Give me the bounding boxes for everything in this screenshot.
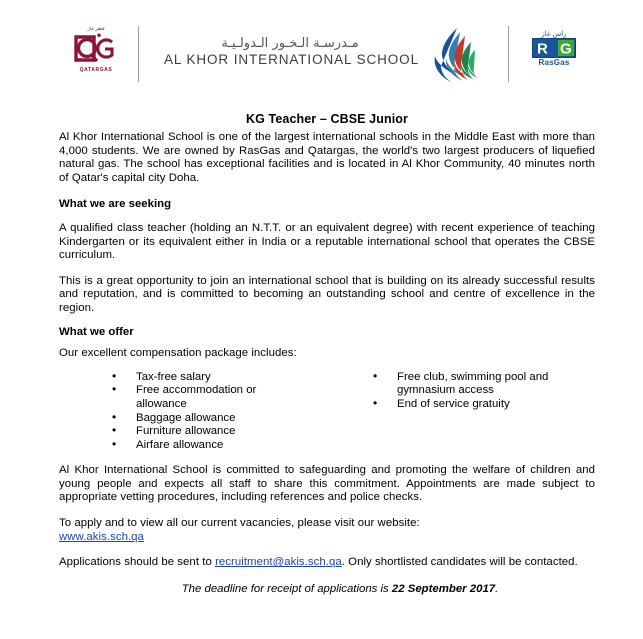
opportunity-paragraph: This is a great opportunity to join an international school that is building on its already successful results and reputation, and is committed to becoming an outstanding school and centre of excellence in the region. — [59, 274, 595, 314]
akis-arabic-name: مـدرسـة الـخـور الـدولـيـة — [221, 36, 359, 51]
applications-paragraph — [59, 556, 595, 570]
header-divider-2 — [508, 26, 509, 82]
benefit-label-line2: allowance — [136, 397, 187, 410]
website-link[interactable]: www.akis.sch.qa — [59, 530, 144, 543]
benefits-list-right — [359, 371, 595, 412]
list-item — [112, 412, 331, 426]
deadline-prefix: The deadline for receipt of applications is — [181, 582, 392, 595]
apply-text: To apply and to view all our current vacancies, please visit our website: — [59, 517, 420, 530]
benefit-label: Tax-free salary — [136, 370, 211, 383]
document-header — [0, 0, 643, 100]
page-title: KG Teacher – CBSE Junior — [246, 112, 408, 126]
email-link[interactable]: recruitment@akis.sch.qa — [215, 556, 342, 569]
word: and — [529, 370, 549, 383]
header-divider-1 — [138, 26, 139, 82]
list-item — [373, 398, 595, 412]
word: Free — [136, 384, 160, 397]
word: accommodation — [162, 384, 244, 397]
intro-paragraph: Al Khor International School is one of the largest international schools in the Middle East with more than 4,000 students. We are owned by RasGas and Qatargas, the world's two largest producers of liquefied natural gas. The school has exceptional facilities and is located in Al Khor Community, 40 minutes north of Qatar's capital city Doha. — [59, 131, 595, 184]
benefit-label: End of service gratuity — [397, 397, 510, 410]
qatargas-monogram-icon — [72, 32, 120, 66]
applications-prefix: Applications should be sent to — [59, 556, 216, 569]
word: or — [246, 384, 257, 397]
benefit-label: Furniture allowance — [136, 425, 236, 438]
qatargas-logo — [68, 27, 124, 79]
word: club, — [423, 370, 448, 383]
benefits-column-right — [331, 371, 595, 453]
rasgas-monogram-icon — [532, 38, 576, 58]
rasgas-wordmark: RasGas — [538, 58, 570, 67]
rasgas-arabic-text: راس غاز — [541, 30, 567, 38]
qatargas-arabic-text: قطر غاز — [87, 27, 105, 32]
list-item — [112, 384, 331, 411]
svg-text:R: R — [537, 40, 548, 58]
benefits-columns — [59, 371, 595, 453]
svg-text:G: G — [560, 40, 572, 58]
benefit-label-line1 — [136, 384, 331, 398]
word: swimming — [450, 370, 502, 383]
benefit-label-line1 — [397, 371, 595, 385]
rasgas-logo — [526, 30, 582, 74]
list-item — [112, 439, 331, 453]
offer-intro: Our excellent compensation package includes: — [59, 347, 297, 360]
list-item — [112, 371, 331, 385]
apply-paragraph — [59, 517, 595, 544]
section-heading-seeking: What we are seeking — [59, 198, 172, 211]
section-heading-offer: What we offer — [59, 325, 134, 338]
benefits-column-left — [59, 371, 331, 453]
seeking-paragraph: A qualified class teacher (holding an N.T.T. or an equivalent degree) with recent experience of teaching Kindergarten or its equivalent either in India or a reputable international school that operates the CBSE curriculum. — [59, 221, 595, 262]
word: Free — [397, 370, 421, 383]
word: pool — [504, 370, 527, 383]
applications-suffix: . Only shortlisted candidates will be contacted. — [341, 556, 578, 569]
benefit-label: Airfare allowance — [136, 438, 224, 451]
list-item — [112, 425, 331, 439]
deadline-suffix: . — [495, 582, 499, 595]
safeguarding-paragraph: Al Khor International School is committed to safeguarding and promoting the welfare of children and young people and expects all staff to share this commitment. Appointments are made subject to appropriate vetting procedures, including references and police checks. — [59, 464, 595, 504]
qatargas-wordmark: QATARGAS — [79, 67, 113, 73]
document-body — [59, 131, 595, 596]
benefit-label-line2: gymnasium access — [397, 384, 494, 397]
akis-english-name: AL KHOR INTERNATIONAL SCHOOL — [164, 52, 419, 67]
benefits-list-left — [98, 371, 331, 453]
deadline-date: 22 September 2017 — [391, 582, 496, 595]
deadline-note — [59, 583, 595, 597]
rasgas-flame-logo — [427, 26, 483, 84]
benefit-label: Baggage allowance — [136, 411, 236, 424]
list-item — [373, 371, 595, 398]
al-khor-international-school-logo — [164, 36, 419, 68]
